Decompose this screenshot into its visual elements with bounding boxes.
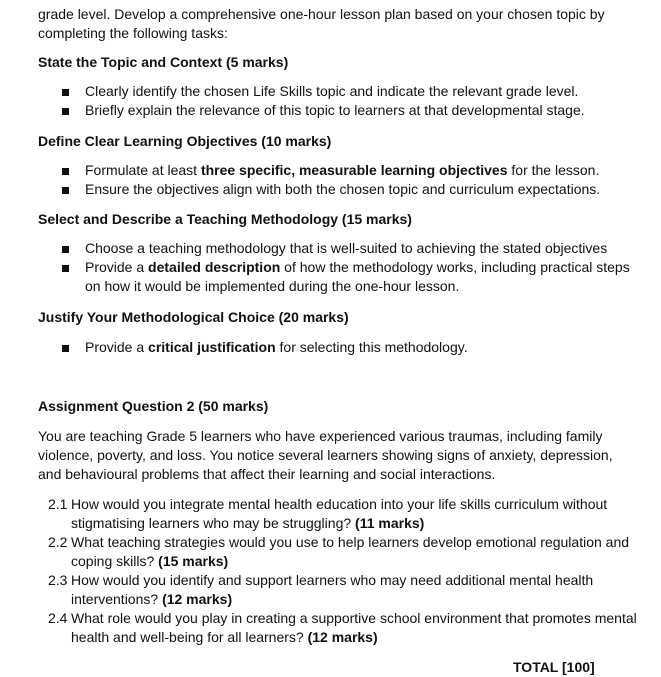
question-number: 2.1 (48, 496, 68, 512)
question-2-scenario: You are teaching Grade 5 learners who have experienced various traumas, including family violence, poverty, and loss. You notice several learners showing signs of anxiety, depression, and behavioural problems that affect their learning and social interactions. (38, 428, 613, 482)
bullet-item: Formulate at least three specific, measurable learning objectives for the lesson. (85, 162, 600, 178)
bullet-square-icon (62, 89, 69, 96)
intro-line-1: grade level. Develop a comprehensive one-hour lesson plan based on your chosen topic by (38, 6, 605, 22)
question-2-heading: Assignment Question 2 (50 marks) (38, 398, 269, 414)
section-heading-justify-choice: Justify Your Methodological Choice (20 marks) (38, 309, 349, 325)
bullet-item: Briefly explain the relevance of this topic to learners at that developmental stage. (85, 102, 585, 118)
bullet-square-icon (62, 168, 69, 175)
section-heading-learning-objectives: Define Clear Learning Objectives (10 marks) (38, 133, 332, 149)
question-item: How would you integrate mental health education into your life skills curriculum without stigmatising learners who may be struggling? (11 marks) (71, 496, 608, 531)
bullet-item: Provide a detailed description of how the methodology works, including practical steps on how it would be implemented during the one-hour lesson. (85, 259, 630, 294)
bullet-item: Provide a critical justification for selecting this methodology. (85, 339, 468, 355)
question-item: What teaching strategies would you use to help learners develop emotional regulation and coping skills? (15 marks) (71, 534, 630, 569)
bullet-square-icon (62, 246, 69, 253)
bullet-square-icon (62, 108, 69, 115)
bullet-square-icon (62, 187, 69, 194)
bullet-item: Ensure the objectives align with both the chosen topic and curriculum expectations. (85, 181, 601, 197)
total-marks: TOTAL [100] (513, 659, 595, 675)
bullet-square-icon (62, 345, 69, 352)
bullet-item: Clearly identify the chosen Life Skills topic and indicate the relevant grade level. (85, 83, 579, 99)
question-number: 2.3 (48, 572, 68, 588)
bullet-item: Choose a teaching methodology that is well-suited to achieving the stated objectives (85, 240, 608, 256)
question-number: 2.4 (48, 610, 68, 626)
section-heading-topic-context: State the Topic and Context (5 marks) (38, 54, 289, 70)
section-heading-teaching-methodology: Select and Describe a Teaching Methodology (15 marks) (38, 211, 412, 227)
question-number: 2.2 (48, 534, 68, 550)
intro-line-2: completing the following tasks: (38, 25, 228, 41)
question-item: What role would you play in creating a supportive school environment that promotes mental health and well-being for all learners? (12 marks) (71, 610, 637, 645)
question-item: How would you identify and support learners who may need additional mental health interventions? (12 marks) (71, 572, 594, 607)
bullet-square-icon (62, 265, 69, 272)
